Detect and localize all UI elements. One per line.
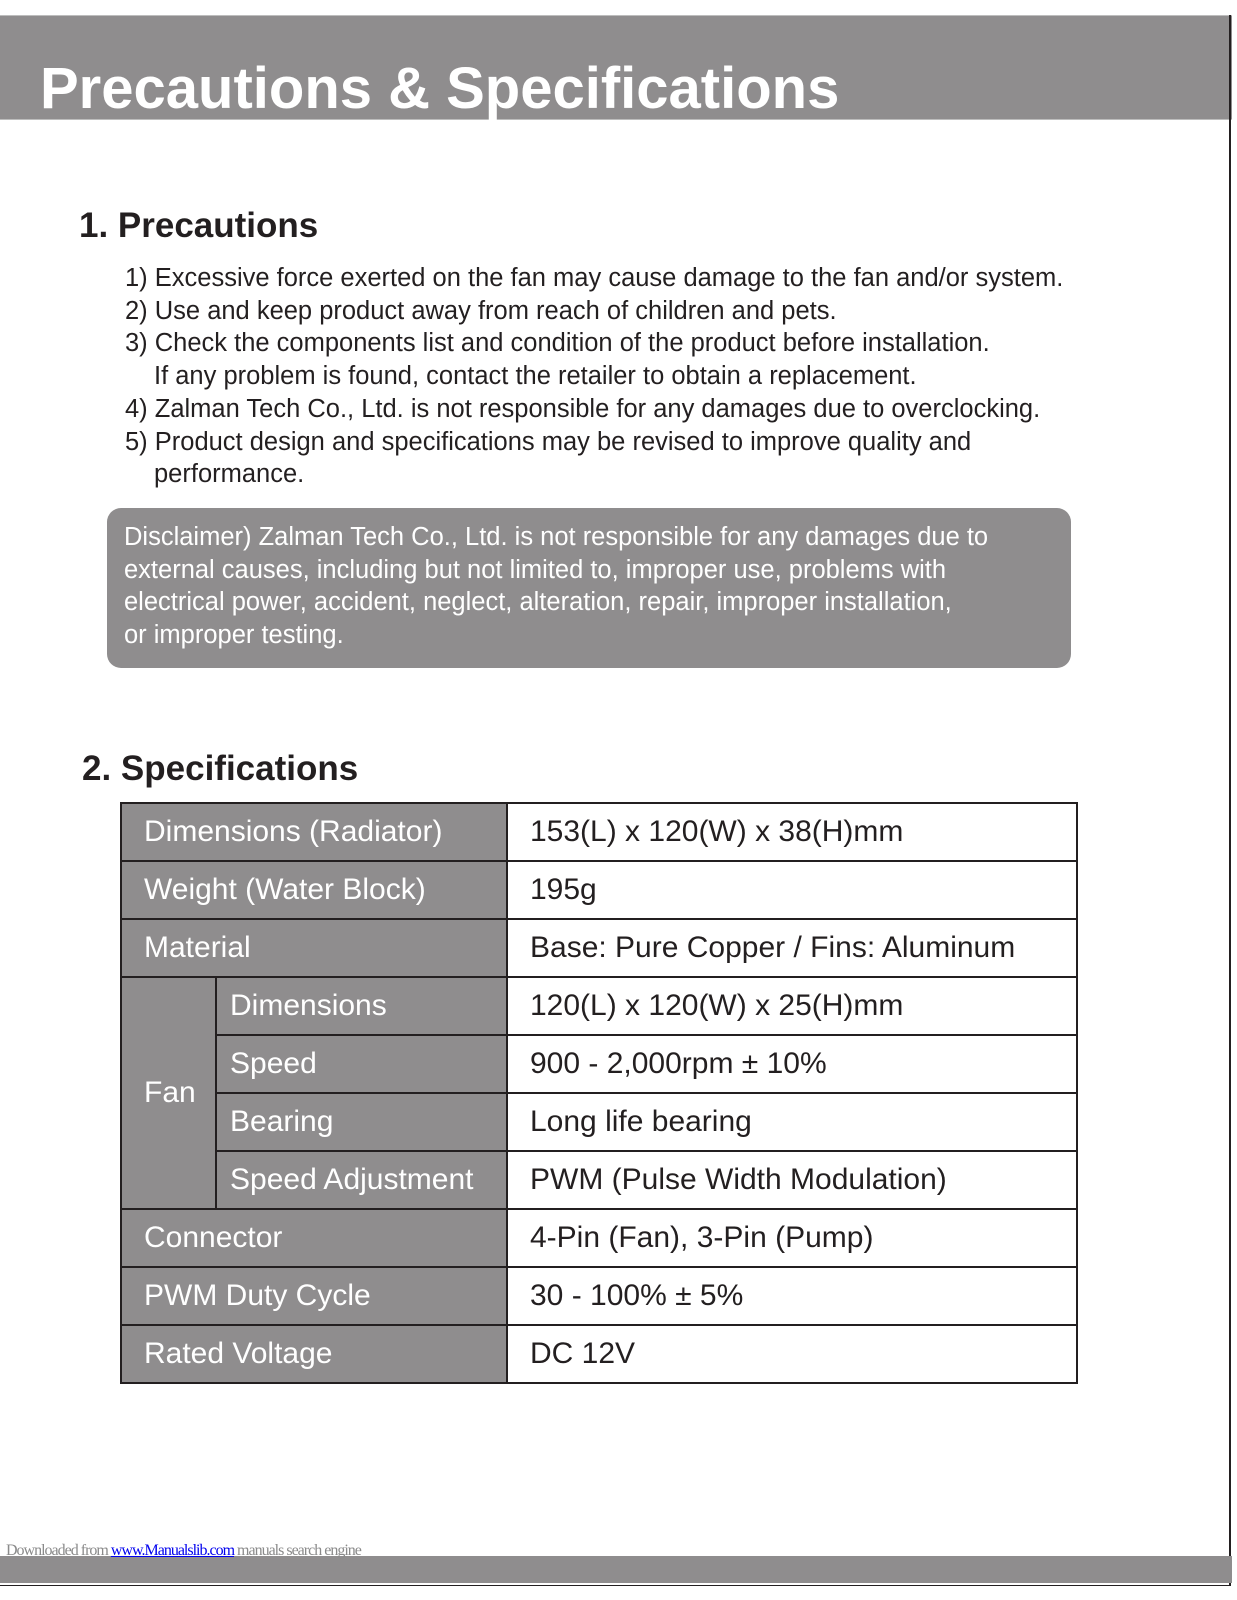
page-title: Precautions & Specifications xyxy=(40,56,840,121)
precautions-list xyxy=(125,262,1063,491)
table-row xyxy=(121,1093,1077,1151)
specifications-heading: 2. Specifications xyxy=(82,749,359,788)
right-margin-rule xyxy=(1229,15,1231,1585)
spec-label: Connector xyxy=(121,1209,507,1267)
precaution-item: 2) Use and keep product away from reach of children and pets. xyxy=(125,296,837,325)
precaution-item: 4) Zalman Tech Co., Ltd. is not responsible for any damages due to overclocking. xyxy=(125,394,1041,423)
specifications-table xyxy=(120,802,1078,1384)
spec-value: 195g xyxy=(507,861,1077,919)
footer-band xyxy=(0,1556,1232,1583)
spec-value: 30 - 100% ± 5% xyxy=(507,1267,1077,1325)
spec-value: DC 12V xyxy=(507,1325,1077,1383)
spec-value: 153(L) x 120(W) x 38(H)mm xyxy=(507,803,1077,861)
spec-sublabel: Speed Adjustment xyxy=(216,1151,507,1209)
spec-label: Weight (Water Block) xyxy=(121,861,507,919)
precaution-item-continued: performance. xyxy=(154,460,305,489)
table-row xyxy=(121,1035,1077,1093)
table-row xyxy=(121,861,1077,919)
header-band xyxy=(0,15,1232,120)
download-note-prefix: Downloaded from xyxy=(6,1542,111,1559)
precaution-item: 5) Product design and specifications may be revised to improve quality and xyxy=(125,427,972,456)
spec-value: PWM (Pulse Width Modulation) xyxy=(507,1151,1077,1209)
footer-rule xyxy=(0,1585,1231,1586)
disclaimer-box xyxy=(107,508,1071,668)
precaution-item: 3) Check the components list and condition of the product before installation. xyxy=(125,329,990,358)
spec-group-label-fan: Fan xyxy=(121,977,216,1209)
spec-value: 900 - 2,000rpm ± 10% xyxy=(507,1035,1077,1093)
spec-sublabel: Dimensions xyxy=(216,977,507,1035)
spec-value: Long life bearing xyxy=(507,1093,1077,1151)
spec-label: Dimensions (Radiator) xyxy=(121,803,507,861)
disclaimer-line: Disclaimer) Zalman Tech Co., Ltd. is not responsible for any damages due to xyxy=(124,523,989,551)
spec-label: Rated Voltage xyxy=(121,1325,507,1383)
spec-value: 4-Pin (Fan), 3-Pin (Pump) xyxy=(507,1209,1077,1267)
disclaimer-line: electrical power, accident, neglect, alteration, repair, improper installation, xyxy=(124,588,952,617)
spec-value: Base: Pure Copper / Fins: Aluminum xyxy=(507,919,1077,977)
table-row xyxy=(121,1151,1077,1209)
spec-label: Material xyxy=(121,919,507,977)
disclaimer-line: or improper testing. xyxy=(124,621,344,650)
spec-value: 120(L) x 120(W) x 25(H)mm xyxy=(507,977,1077,1035)
download-note xyxy=(6,1542,361,1560)
spec-sublabel: Speed xyxy=(216,1035,507,1093)
download-note-suffix: manuals search engine xyxy=(234,1542,361,1559)
manualslib-link[interactable]: www.Manualslib.com xyxy=(110,1542,235,1559)
precaution-item-continued: If any problem is found, contact the retailer to obtain a replacement. xyxy=(154,362,917,391)
table-row xyxy=(121,1325,1077,1383)
precautions-heading: 1. Precautions xyxy=(79,206,319,245)
table-row xyxy=(121,919,1077,977)
spec-label: PWM Duty Cycle xyxy=(121,1267,507,1325)
disclaimer-line: external causes, including but not limited to, improper use, problems with xyxy=(124,555,947,584)
table-row xyxy=(121,1209,1077,1267)
table-row xyxy=(121,803,1077,861)
spec-sublabel: Bearing xyxy=(216,1093,507,1151)
precaution-item: 1) Excessive force exerted on the fan may cause damage to the fan and/or system. xyxy=(125,264,1064,292)
table-row xyxy=(121,977,1077,1035)
table-row xyxy=(121,1267,1077,1325)
